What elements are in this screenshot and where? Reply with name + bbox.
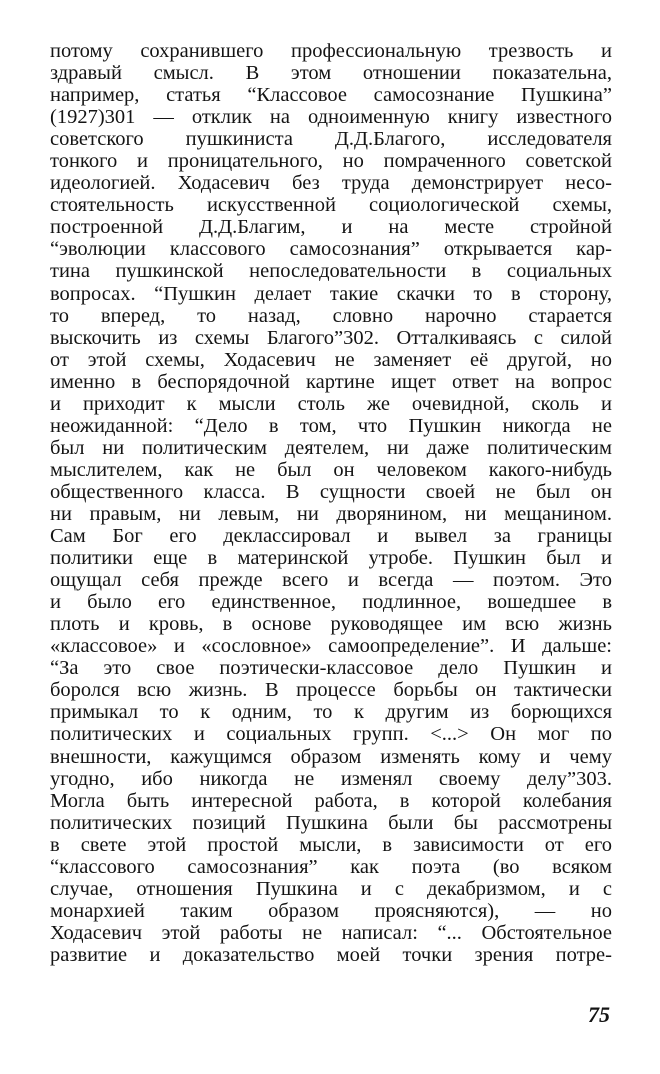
text-line: в свете этой простой мысли, в зависимости от его xyxy=(50,833,612,856)
text-line: построенной Д.Д.Благим, и на месте стройной xyxy=(50,216,612,239)
text-line: Сам Бог его деклассировал и вывел за границы xyxy=(50,525,612,548)
text-line: от этой схемы, Ходасевич не заменяет её другой, но xyxy=(50,348,612,371)
text-line: стоятельность искусственной социологической схемы, xyxy=(50,194,612,217)
text-line: и приходит к мысли столь же очевидной, сколь и xyxy=(50,392,612,415)
page-body xyxy=(50,40,612,966)
text-line: монархией таким образом проясняются), — но xyxy=(50,899,612,922)
page-number: 75 xyxy=(588,1002,610,1027)
text-line: вопросах. “Пушкин делает такие скачки то в сторону, xyxy=(50,282,612,305)
text-line: мыслителем, как не был он человеком какого-нибудь xyxy=(50,458,612,481)
text-line: советского пушкиниста Д.Д.Благого, исследователя xyxy=(50,128,612,151)
text-line: (1927)301 — отклик на одноименную книгу известного xyxy=(50,106,612,129)
text-line: неожиданной: “Дело в том, что Пушкин никогда не xyxy=(50,414,612,437)
text-line: примыкал то к одним, то к другим из борющихся xyxy=(50,701,612,724)
text-line: например, статья “Классовое самосознание Пушкина” xyxy=(50,84,612,107)
text-line: плоть и кровь, в основе руководящее им всю жизнь xyxy=(50,613,612,636)
text-line: «классовое» и «сословное» самоопределение”. И дальше: xyxy=(50,635,612,658)
text-line: развитие и доказательство моей точки зрения потре- xyxy=(50,943,612,966)
text-line: ни правым, ни левым, ни дворянином, ни мещанином. xyxy=(50,502,612,525)
text-line: общественного класса. В сущности своей не был он xyxy=(50,480,612,503)
text-line: был ни политическим деятелем, ни даже политическим xyxy=(50,436,612,459)
text-line: тина пушкинской непоследовательности в социальных xyxy=(50,260,612,283)
text-line: Могла быть интересной работа, в которой колебания xyxy=(50,789,612,812)
text-line: боролся всю жизнь. В процессе борьбы он тактически xyxy=(50,679,612,702)
text-line: Ходасевич этой работы не написал: “... Обстоятельное xyxy=(50,921,612,944)
text-line: угодно, ибо никогда не изменял своему делу”303. xyxy=(50,767,612,790)
text-line: “классового самосознания” как поэта (во всяком xyxy=(50,855,612,878)
text-line: внешности, кажущимся образом изменять кому и чему xyxy=(50,745,612,768)
text-line: тонкого и проницательного, но помраченного советской xyxy=(50,150,612,173)
text-line: идеологией. Ходасевич без труда демонстрирует несо- xyxy=(50,172,612,195)
text-line: политики еще в материнской утробе. Пушкин был и xyxy=(50,547,612,570)
text-line: и было его единственное, подлинное, вошедшее в xyxy=(50,591,612,614)
text-line: “За это свое поэтически-классовое дело Пушкин и xyxy=(50,657,612,680)
text-line: потому сохранившего профессиональную трезвость и xyxy=(50,40,612,62)
text-line: именно в беспорядочной картине ищет ответ на вопрос xyxy=(50,370,612,393)
text-line: то вперед, то назад, словно нарочно старается xyxy=(50,304,612,327)
text-line: ощущал себя прежде всего и всегда — поэтом. Это xyxy=(50,569,612,592)
text-line: выскочить из схемы Благого”302. Отталкиваясь с силой xyxy=(50,326,612,349)
text-line: политических позиций Пушкина были бы рассмотрены xyxy=(50,811,612,834)
text-line: “эволюции классового самосознания” открывается кар- xyxy=(50,238,612,261)
text-line: политических и социальных групп. <...> Он мог по xyxy=(50,723,612,746)
text-line: случае, отношения Пушкина и с декабризмом, и с xyxy=(50,877,612,900)
text-line: здравый смысл. В этом отношении показательна, xyxy=(50,62,612,85)
